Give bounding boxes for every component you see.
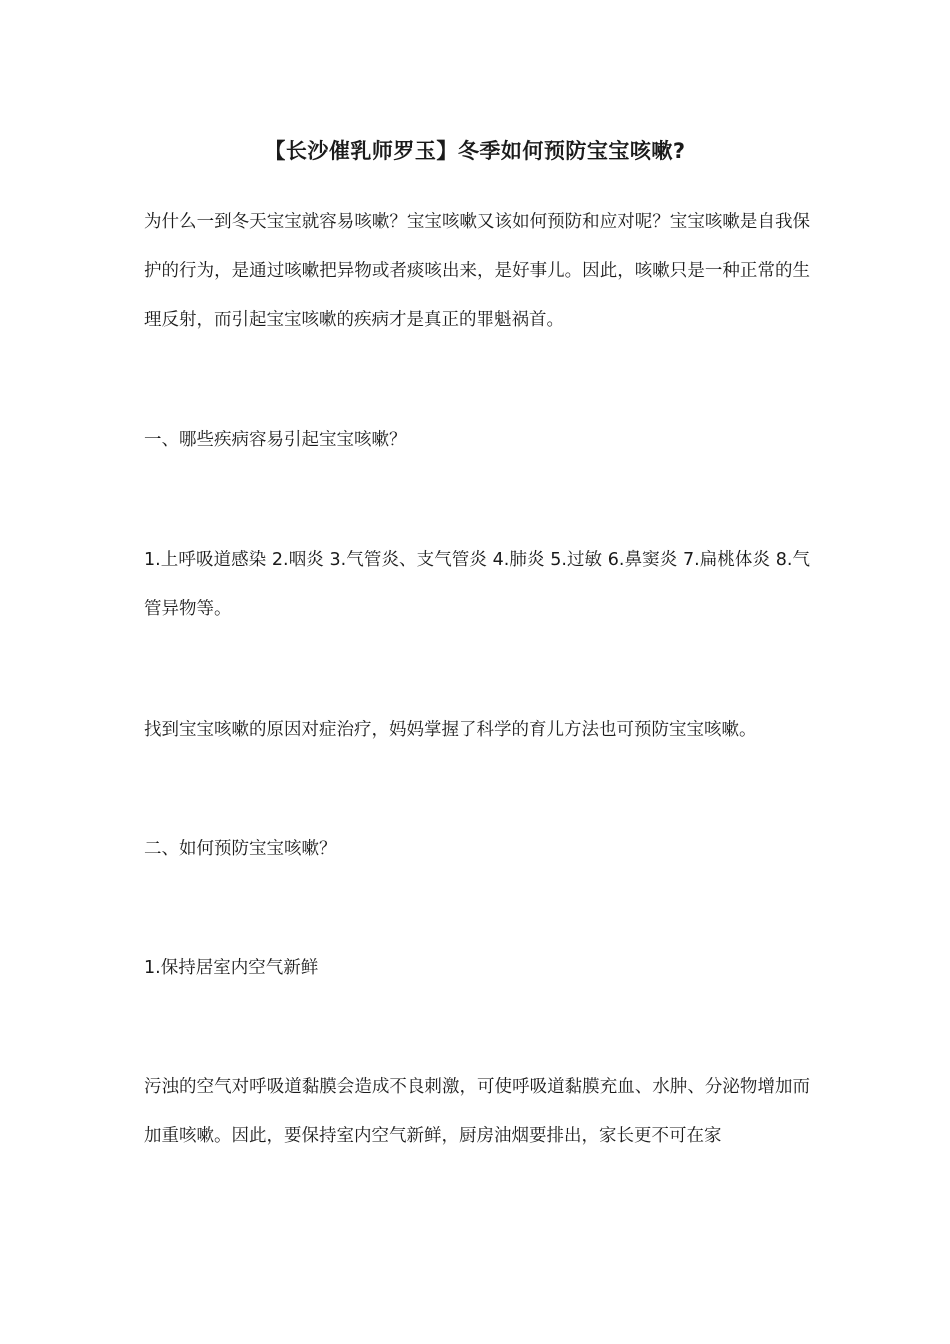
document-title: 【长沙催乳师罗玉】冬季如何预防宝宝咳嗽? [264, 139, 686, 163]
fresh-air-paragraph: 污浊的空气对呼吸道黏膜会造成不良刺激，可使呼吸道黏膜充血、水肿、分泌物增加而加重咳嗽。因此，要保持室内空气新鲜，厨房油烟要排出，家长更不可在家 [144, 1077, 810, 1146]
disease-list-paragraph: 1.上呼吸道感染 2.咽炎 3.气管炎、支气管炎 4.肺炎 5.过敏 6.鼻窦炎 7.扁桃体炎 8.气管异物等。 [144, 550, 810, 619]
subheading-fresh-air: 1.保持居室内空气新鲜 [144, 958, 319, 978]
section-heading-1: 一、哪些疾病容易引起宝宝咳嗽？ [144, 430, 407, 450]
treatment-paragraph: 找到宝宝咳嗽的原因对症治疗，妈妈掌握了科学的育儿方法也可预防宝宝咳嗽。 [144, 720, 757, 740]
intro-paragraph: 为什么一到冬天宝宝就容易咳嗽？宝宝咳嗽又该如何预防和应对呢？宝宝咳嗽是自我保护的行为，是通过咳嗽把异物或者痰咳出来，是好事儿。因此，咳嗽只是一种正常的生理反射，而引起宝宝咳嗽的疾病才是真正的罪魁祸首。 [144, 212, 810, 330]
section-heading-2: 二、如何预防宝宝咳嗽？ [144, 839, 337, 859]
